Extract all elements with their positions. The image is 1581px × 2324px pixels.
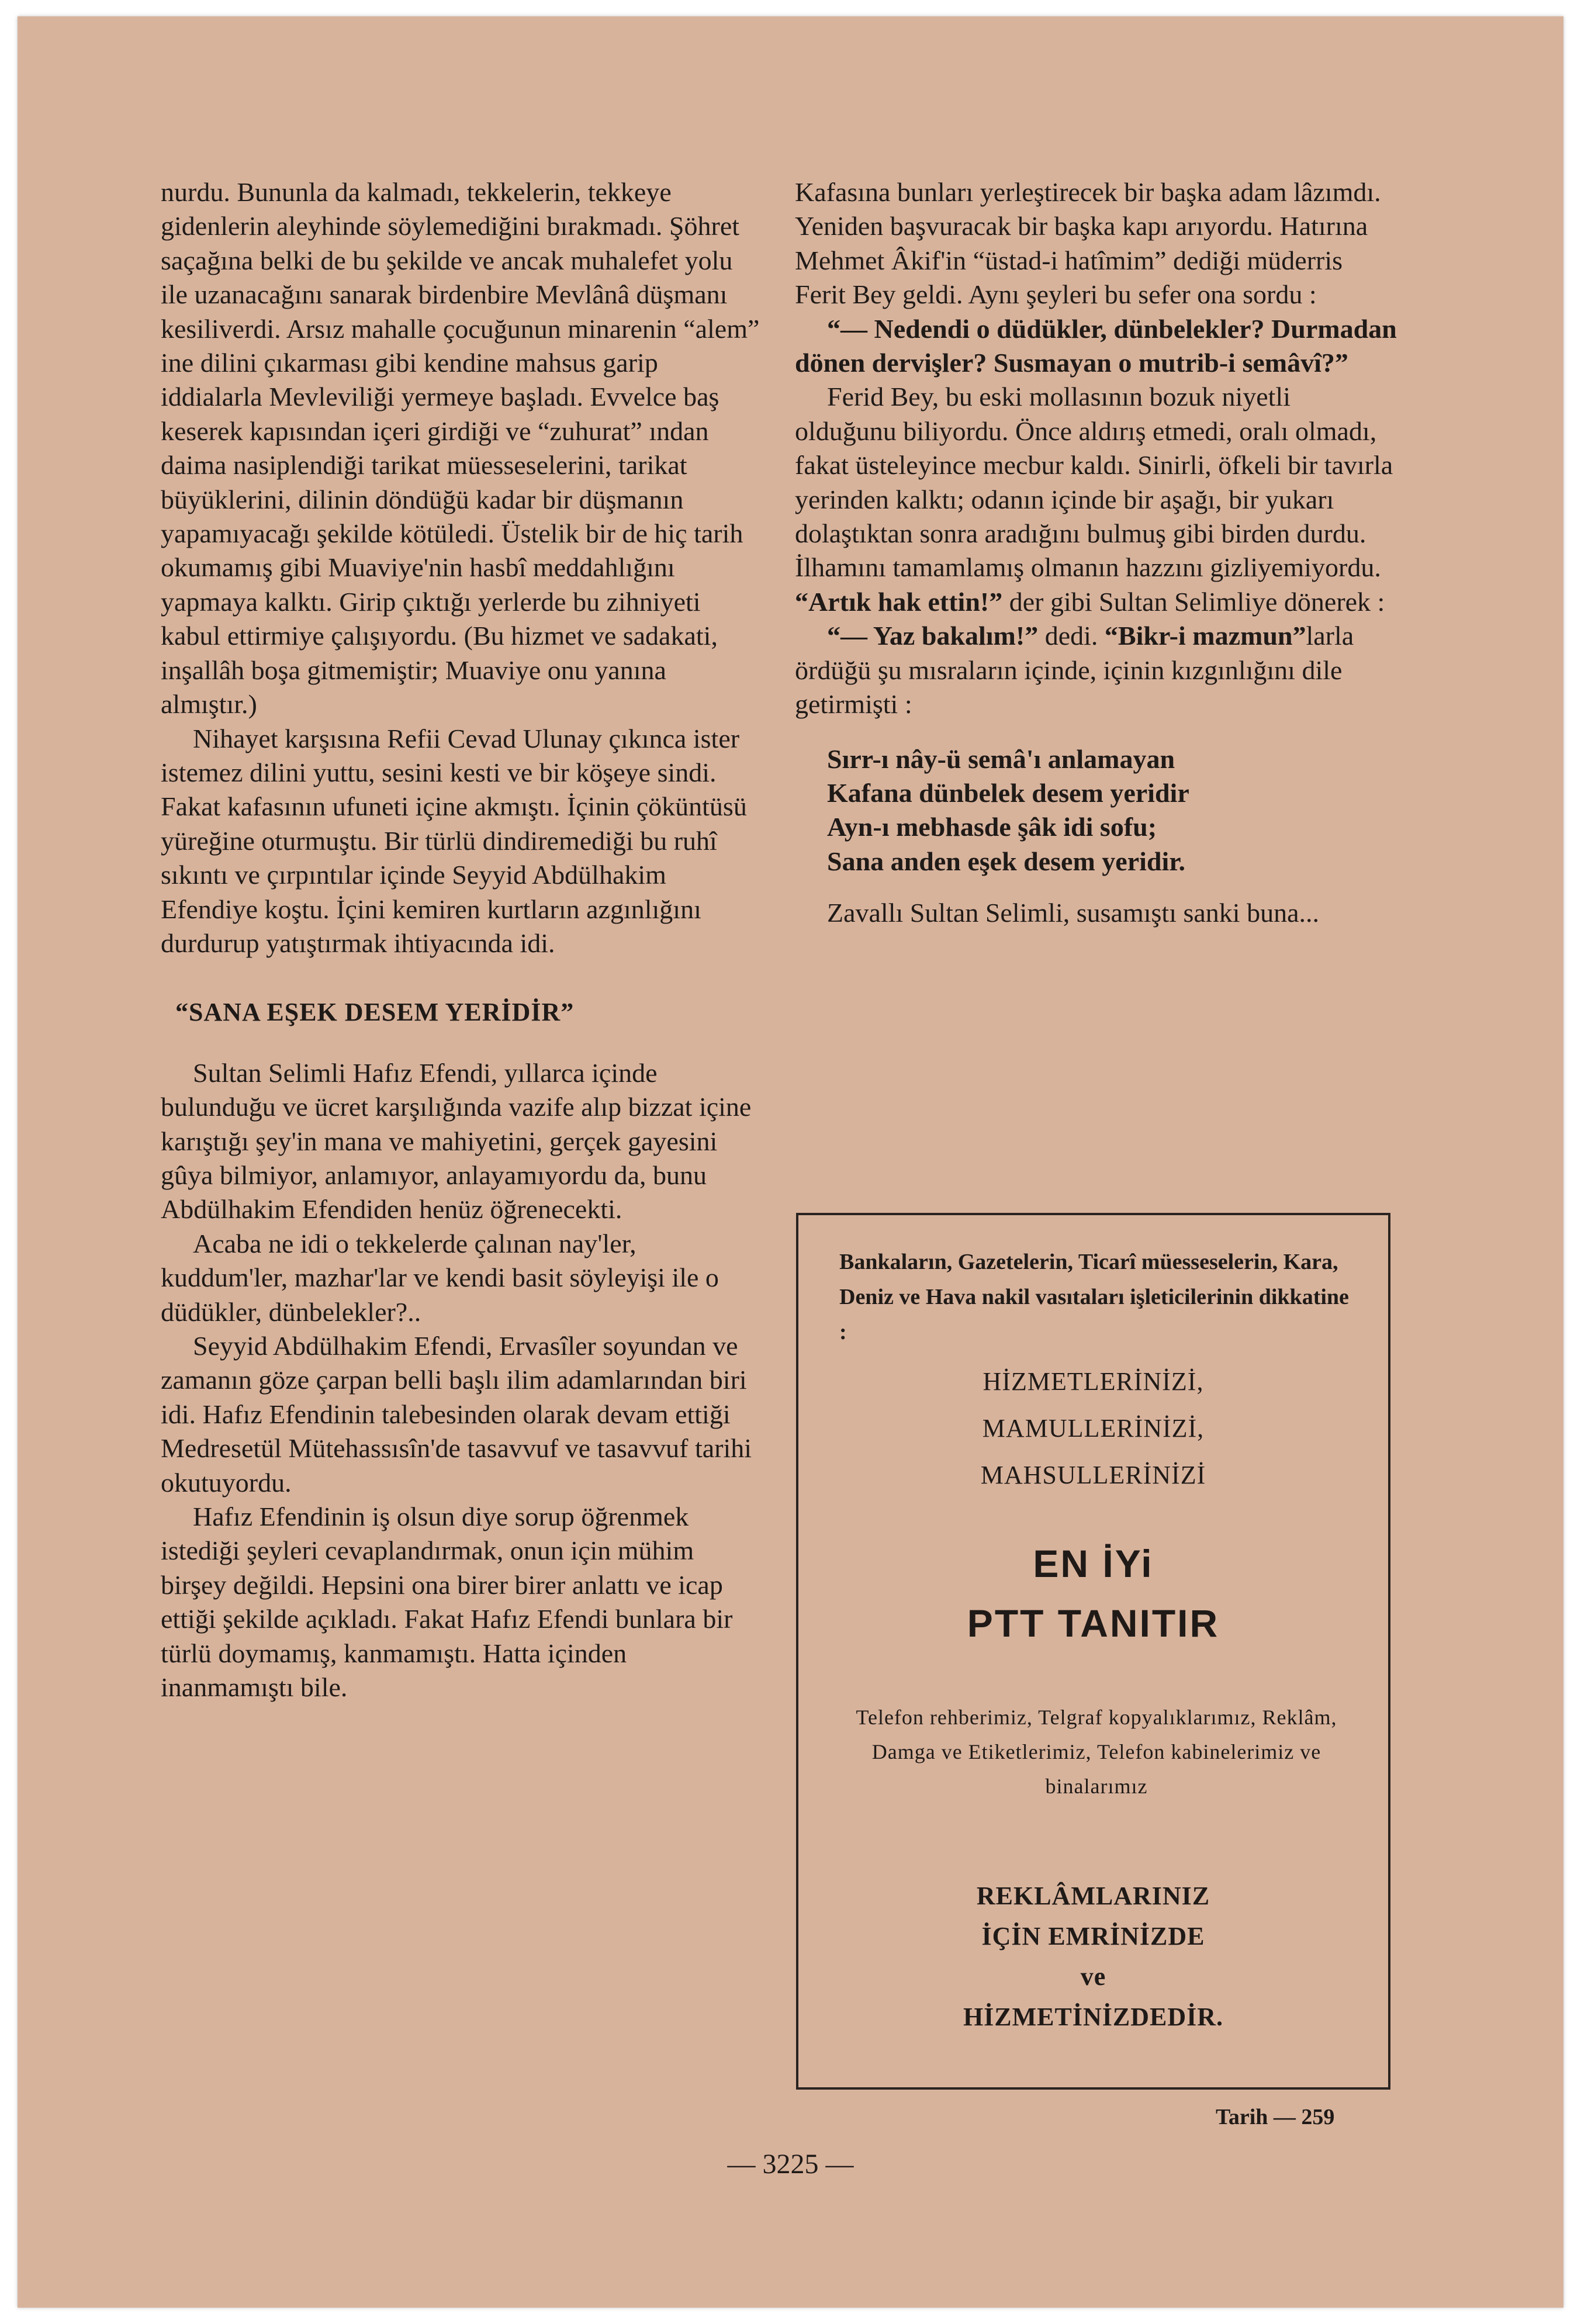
left-column: [161, 175, 763, 1704]
bold-quote: “Artık hak ettin!”: [795, 586, 1003, 617]
paragraph: [795, 619, 1397, 721]
ad-service-line: HİZMETLERİNİZİ,: [982, 1367, 1204, 1396]
ad-slogan-line: PTT TANITIR: [967, 1602, 1220, 1645]
quote: “— Nedendi o düdükler, dünbelekler? Durmadan dönen dervişler? Susmayan o mutrib-i semâvî?”: [795, 313, 1397, 378]
ad-service-line: MAHSULLERİNİZİ: [980, 1461, 1206, 1489]
poem-line: Ayn-ı mebhasde şâk idi sofu;: [827, 812, 1157, 842]
paragraph: Kafasına bunları yerleştirecek bir başka adam lâzımdı. Yeniden başvuracak bir başka kapı arıyordu. Hatırına Mehmet Âkif'in “üstad-i hatîmim” dediği müderris Ferit Bey geldi. Aynı şeyleri bu sefer ona sordu :: [795, 177, 1381, 310]
bold-quote: “— Yaz bakalım!”: [827, 621, 1039, 651]
ad-call-to-action: [798, 1876, 1388, 2037]
ad-description: Telefon rehberimiz, Telgraf kopyalıklarımız, Reklâm, Damga ve Etiketlerimiz, Telefon kabinelerimiz ve binalarımız: [856, 1706, 1337, 1798]
poem-line: Sana anden eşek desem yeridir.: [827, 846, 1185, 876]
text-run: der gibi Sultan Selimliye dönerek :: [1009, 586, 1385, 617]
poem: [827, 742, 1397, 879]
paragraph: Nihayet karşısına Refii Cevad Ulunay çıkınca ister istemez dilini yuttu, sesini kesti ve bir köşeye sindi. Fakat kafasının ufuneti içine akmıştı. İçinin çöküntüsü yüreğine oturmuştu. Bir türlü dindiremediği bu ruhî sıkıntı ve çırpıntılar içinde Seyyid Abdülhakim Efendiye koştu. İçini kemiren kurtların azgınlığını durdurup yatıştırmak ihtiyacında idi.: [161, 723, 747, 958]
poem-line: Sırr-ı nây-ü semâ'ı anlamayan: [827, 743, 1175, 774]
paragraph: nurdu. Bununla da kalmadı, tekkelerin, tekkeye gidenlerin aleyhinde söylemediğini bırakmadı. Şöhret saçağına belki de bu şekilde ve ancak muhalefet yolu ile uzanacağını sanarak birdenbire Mevlânâ düşmanı kesiliverdi. Arsız mahalle çocuğunun minarenin “alem” ine dilini çıkarması gibi kendine mahsus garip iddialarla Mevleviliği yermeye başladı. Evvelce baş keserek kapısından içeri girdiği ve “zuhurat” ından daima nasiplendiği tarikat müesseselerini, tarikat büyüklerini, dilinin döndüğü kadar bir düşmanın yapamıyacağı şekilde kötüledi. Üstelik bir de hiç tarih okumamış gibi Muaviye'nin hasbî meddahlığını yapmaya kalktı. Girip çıktığı yerlerde bu zihniyeti kabul ettirmiye çalışıyordu. (Bu hizmet ve sadakati, inşallâh boşa gitmemiştir; Muaviye onu yanına almıştır.): [161, 177, 760, 720]
section-heading: “SANA EŞEK DESEM YERİDİR”: [175, 998, 575, 1027]
ad-cta-line: REKLÂMLARINIZ: [976, 1882, 1210, 1910]
ad-service-line: MAMULLERİNİZİ,: [982, 1414, 1205, 1443]
ad-slogan: [798, 1534, 1388, 1653]
ad-cta-line: HİZMETİNİZDEDİR.: [963, 2003, 1224, 2031]
text-run: dedi.: [1044, 621, 1098, 651]
paragraph: Seyyid Abdülhakim Efendi, Ervasîler soyundan ve zamanın göze çarpan belli başlı ilim adamlarından biri idi. Hafız Efendinin talebesinden olarak devam ettiği Medresetül Mütehassısîn'de tasavvuf ve tasavvuf tarihi okutuyordu.: [161, 1331, 752, 1498]
ptt-advertisement: [796, 1213, 1390, 2090]
paragraph: Hafız Efendinin iş olsun diye sorup öğrenmek istediği şeyleri cevaplandırmak, onun için mühim birşey değildi. Hepsini ona birer birer anlattı ve icap ettiği şekilde açıkladı. Fakat Hafız Efendi bunlara bir türlü doymamış, kanmamıştı. Hatta içinden inanmamıştı bile.: [161, 1502, 733, 1703]
text-run: larla ördüğü şu mısraların içinde, içinin kızgınlığını dile getirmişti :: [795, 621, 1354, 720]
paragraph: Acaba ne idi o tekkelerde çalınan nay'ler, kuddum'ler, mazhar'lar ve kendi basit söyleyişi ile o düdükler, dünbelekler?..: [161, 1228, 719, 1327]
ad-cta-line: ve: [1080, 1962, 1106, 1991]
paragraph: Sultan Selimli Hafız Efendi, yıllarca içinde bulunduğu ve ücret karşılığında vazife alıp bizzat içine karıştığı şey'in mana ve mahiyetini, gerçek gayesini gûya bilmiyor, anlamıyor, anlayamıyordu da, bunu Abdülhakim Efendiden henüz öğrenecekti.: [161, 1057, 752, 1225]
magazine-footer: Tarih — 259: [1216, 2105, 1335, 2129]
bold-quote: “Bikr-i mazmun”: [1104, 621, 1306, 651]
page-number: — 3225 —: [727, 2149, 854, 2180]
ad-intro: Bankaların, Gazetelerin, Ticarî müessеselerin, Kara, Deniz ve Hava nakil vasıtaları işleticilerinin dikkatine :: [839, 1250, 1349, 1344]
poem-line: Kafana dünbelek desem yeridir: [827, 777, 1189, 808]
paragraph: [795, 380, 1397, 619]
text-run: Ferid Bey, bu eski mollasının bozuk niyetli olduğunu biliyordu. Önce aldırış etmedi, oralı olmadı, fakat üsteleyince mecbur kaldı. Sinirli, öfkeli bir tavırla yerinden kalktı; odanın içinde bir aşağı, bir yukarı dolaştıktan sonra aradığını bulmuş gibi birden durdu. İlhamını tamamlamış olmanın hazzını gizliyemiyordu.: [795, 382, 1393, 583]
paragraph: Zavallı Sultan Selimli, susamıştı sanki buna...: [827, 898, 1319, 928]
right-column: [795, 175, 1397, 931]
ad-services: [798, 1358, 1388, 1499]
ad-slogan-line: EN İYi: [1033, 1542, 1154, 1585]
ad-cta-line: İÇİN EMRİNİZDE: [981, 1922, 1205, 1950]
